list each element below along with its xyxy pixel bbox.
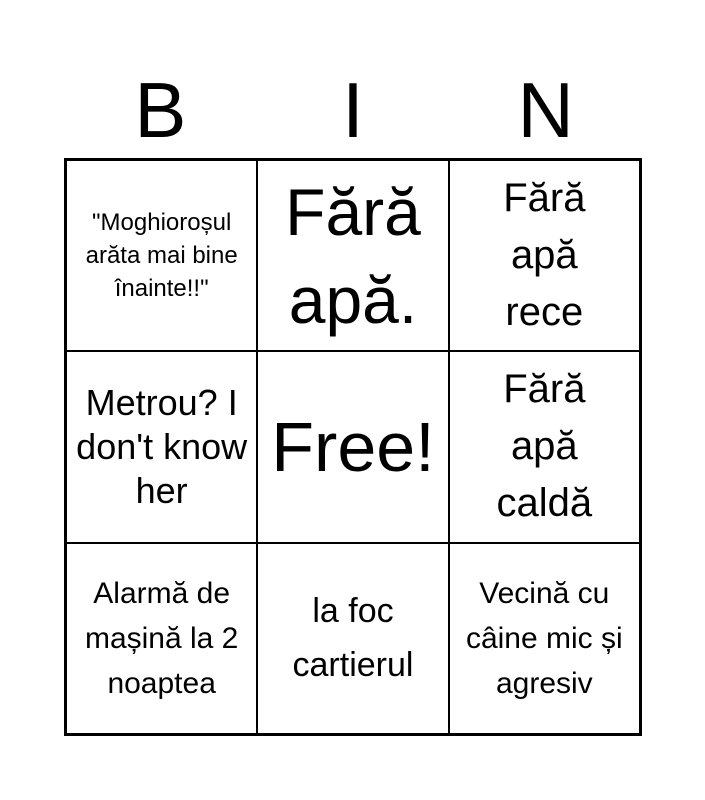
cell-text: Alarmă de mașină la 2 noaptea — [84, 576, 239, 700]
cell-text: Fără apă. — [285, 174, 421, 337]
bingo-cell-3[interactable] — [449, 160, 640, 351]
header-letter-n: N — [517, 66, 574, 154]
bingo-cell-8[interactable] — [257, 543, 448, 734]
free-space-cell[interactable] — [257, 351, 448, 542]
bingo-cell-4[interactable] — [66, 351, 257, 542]
header-letter-i: I — [342, 66, 364, 154]
bingo-board — [64, 158, 642, 736]
cell-text: "Moghioroșul arăta mai bine înainte!!" — [85, 209, 238, 303]
bingo-cell-2[interactable] — [257, 160, 448, 351]
cell-text: Fără apă rece — [503, 176, 586, 335]
bingo-cell-6[interactable] — [449, 351, 640, 542]
cell-text: Vecină cu câine mic și agresiv — [465, 576, 623, 700]
cell-text: la foc cartierul — [292, 592, 414, 685]
bingo-cell-1[interactable] — [66, 160, 257, 351]
header-letter-b: B — [134, 66, 187, 154]
bingo-cell-7[interactable] — [66, 543, 257, 734]
cell-text: Metrou? I don't know her — [76, 381, 248, 511]
bingo-cell-9[interactable] — [449, 543, 640, 734]
bingo-header — [64, 68, 642, 152]
cell-text: Fără apă caldă — [496, 367, 593, 526]
cell-text: Free! — [271, 407, 435, 486]
